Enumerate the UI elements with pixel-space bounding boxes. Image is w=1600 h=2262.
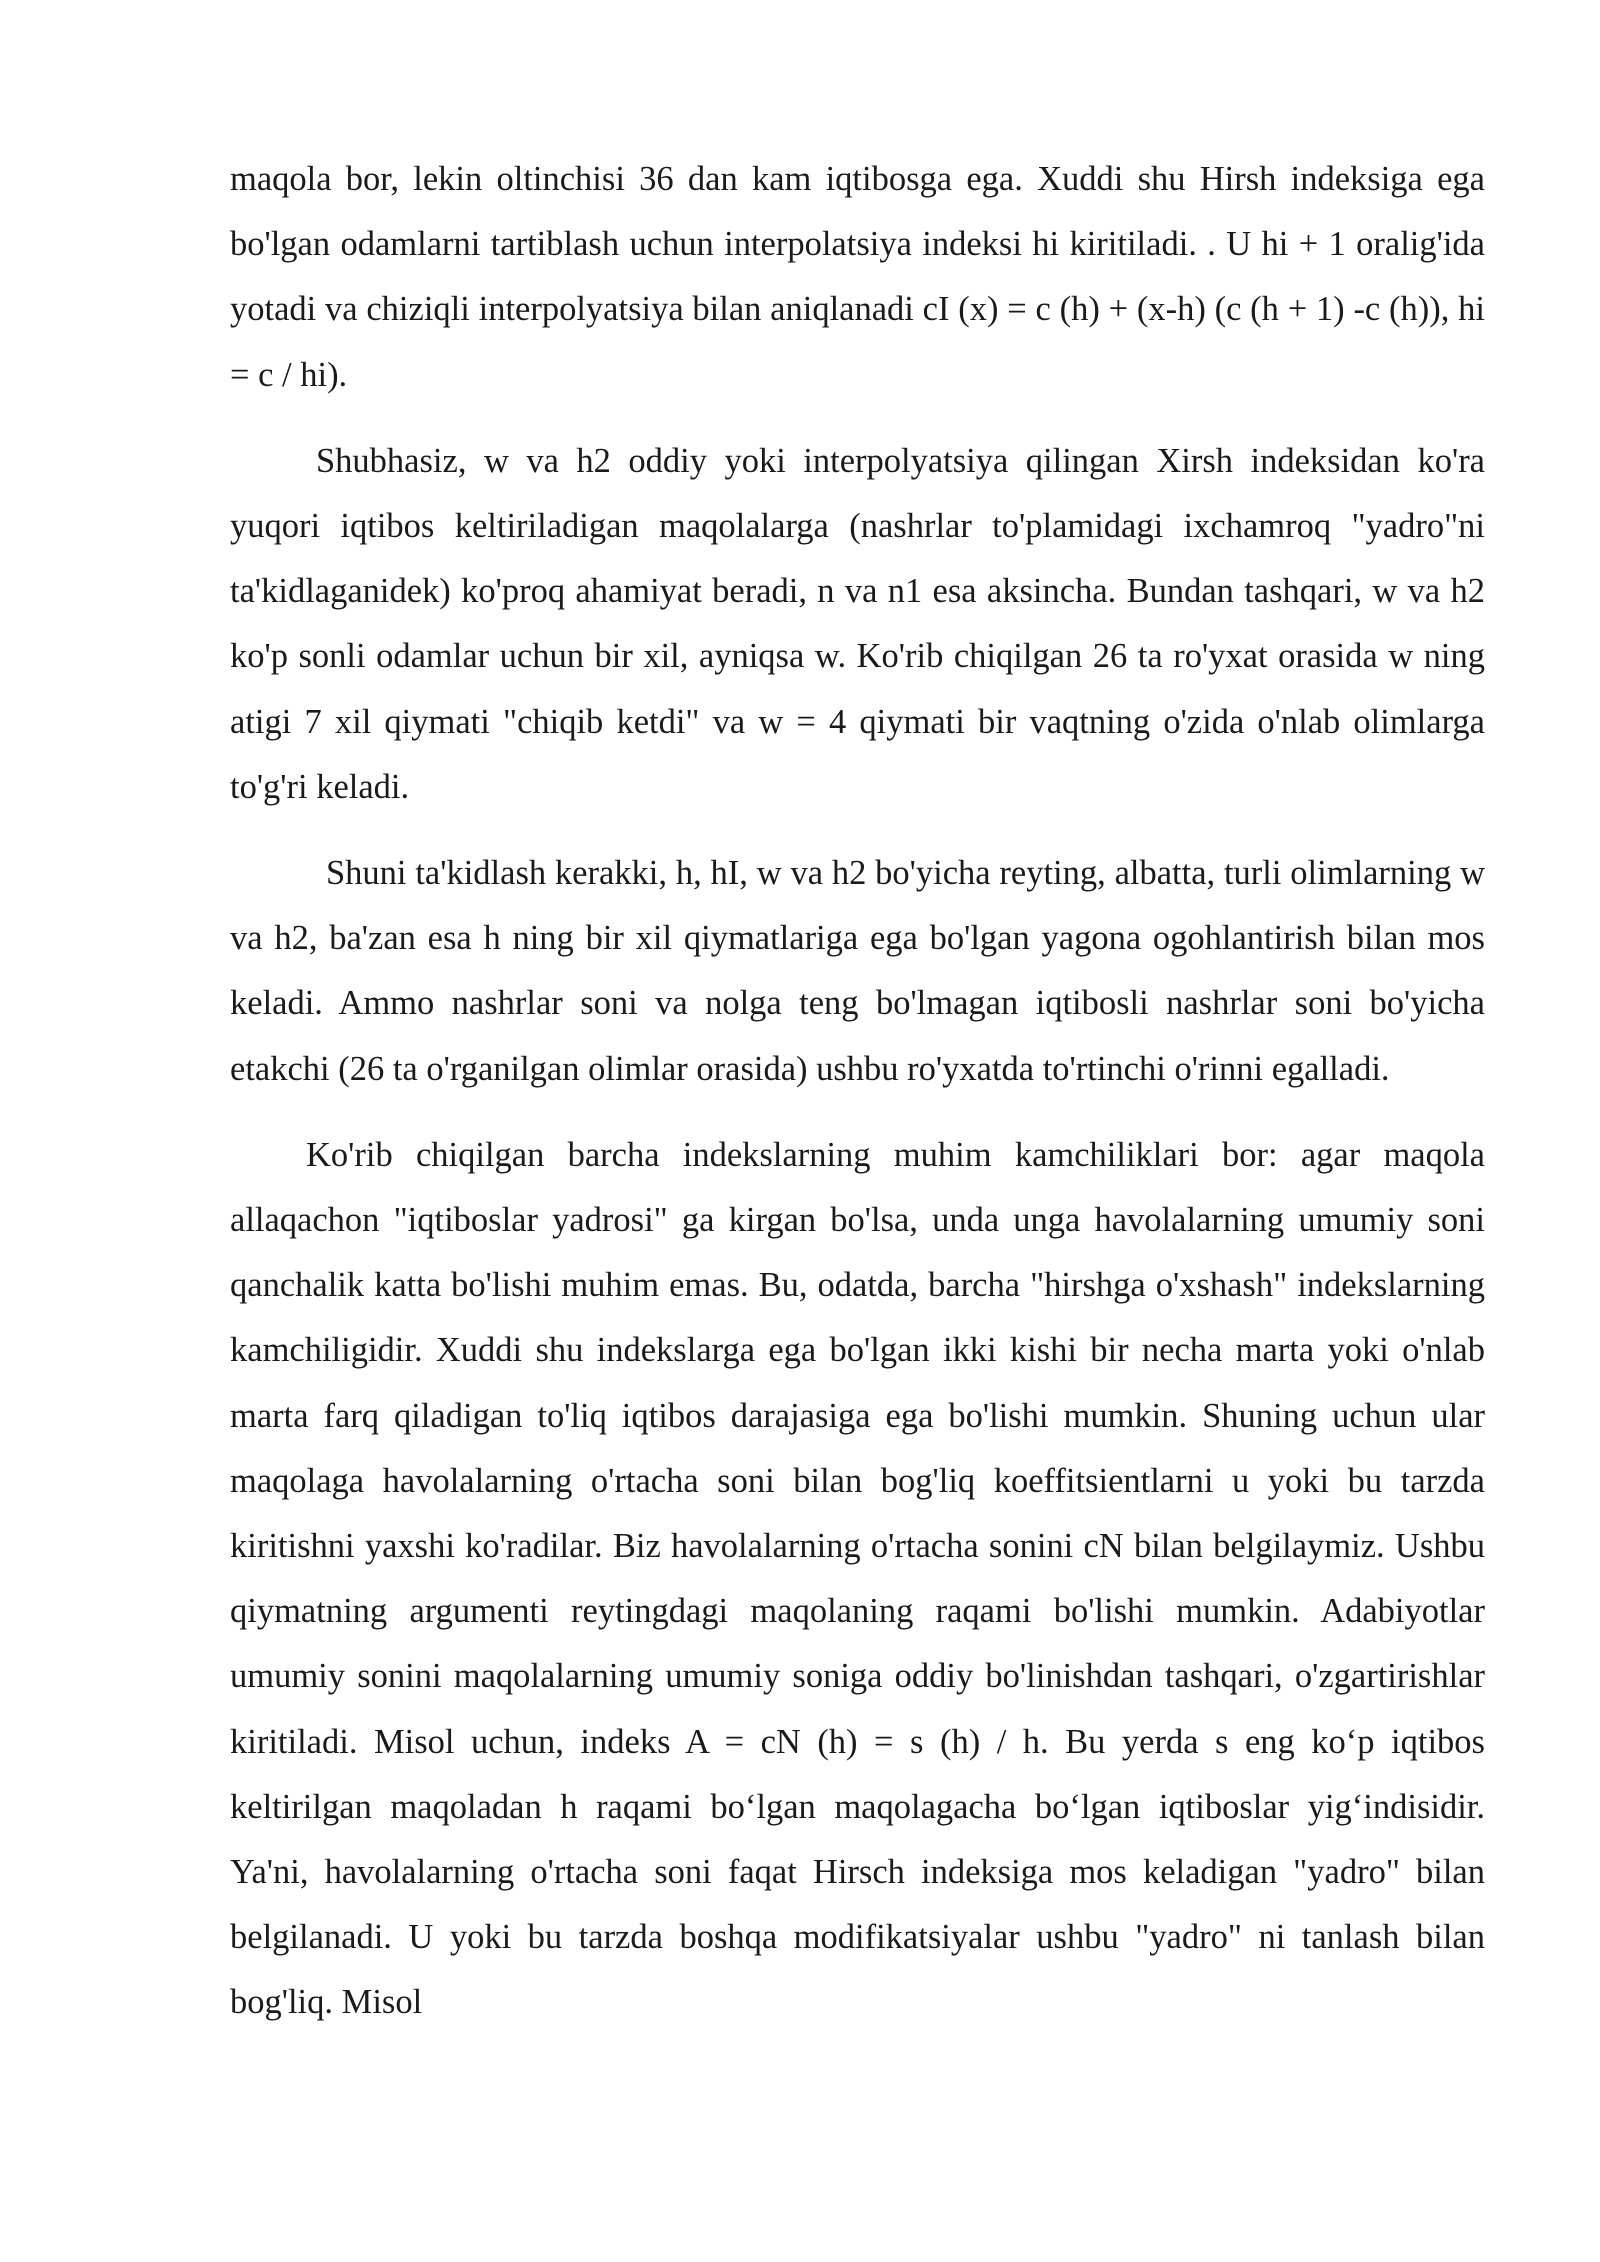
paragraph-1: maqola bor, lekin oltinchisi 36 dan kam iqtibosga ega. Xuddi shu Hirsh indeksiga ega bo'lgan odamlarni tartiblash uchun interpolatsiya indeksi hi kiritiladi. . U hi + 1 oralig'ida yotadi va chiziqli interpolyatsiya bilan aniqlanadi cI (x) = c (h) + (x-h) (c (h + 1) -c (h)), hi = c / hi). xyxy=(230,160,1485,394)
paragraph-2: Shubhasiz, w va h2 oddiy yoki interpolyatsiya qilingan Xirsh indeksidan ko'ra yuqori iqtibos keltiriladigan maqolalarga (nashrlar to'plamidagi ixchamroq "yadro"ni ta'kidlaganidek) ko'proq ahamiyat beradi, n va n1 esa aksincha. Bundan tashqari, w va h2 ko'p sonli odamlar uchun bir xil, ayniqsa w. Ko'rib chiqilgan 26 ta ro'yxat orasida w ning atigi 7 xil qiymati "chiqib ketdi" va w = 4 qiymati bir vaqtning o'zida o'nlab olimlarga to'g'ri keladi. xyxy=(230,441,1485,806)
paragraph-3: Shuni ta'kidlash kerakki, h, hI, w va h2 bo'yicha reyting, albatta, turli olimlarning w va h2, ba'zan esa h ning bir xil qiymatlariga ega bo'lgan yagona ogohlantirish bilan mos keladi. Ammo nashrlar soni va nolga teng bo'lmagan iqtibosli nashrlar soni bo'yicha etakchi (26 ta o'rganilgan olimlar orasida) ushbu ro'yxatda to'rtinchi o'rinni egalladi. xyxy=(230,854,1485,1088)
document-body xyxy=(230,147,1485,2036)
paragraph-4: Ko'rib chiqilgan barcha indekslarning muhim kamchiliklari bor: agar maqola allaqachon "iqtiboslar yadrosi" ga kirgan bo'lsa, unda unga havolalarning umumiy soni qanchalik katta bo'lishi muhim emas. Bu, odatda, barcha "hirshga o'xshash" indekslarning kamchiligidir. Xuddi shu indekslarga ega bo'lgan ikki kishi bir necha marta yoki o'nlab marta farq qiladigan to'liq iqtibos darajasiga ega bo'lishi mumkin. Shuning uchun ular maqolaga havolalarning o'rtacha soni bilan bog'liq koeffitsientlarni u yoki bu tarzda kiritishni yaxshi ko'radilar. Biz havolalarning o'rtacha sonini cN bilan belgilaymiz. Ushbu qiymatning argumenti reytingdagi maqolaning raqami bo'lishi mumkin. Adabiyotlar umumiy sonini maqolalarning umumiy soniga oddiy bo'linishdan tashqari, o'zgartirishlar kiritiladi. Misol uchun, indeks A = cN (h) = s (h) / h. Bu yerda s eng koʻp iqtibos keltirilgan maqoladan h raqami boʻlgan maqolagacha boʻlgan iqtiboslar yigʻindisidir. Ya'ni, havolalarning o'rtacha soni faqat Hirsch indeksiga mos keladigan "yadro" bilan belgilanadi. U yoki bu tarzda boshqa modifikatsiyalar ushbu "yadro" ni tanlash bilan bog'liq. Misol xyxy=(230,1135,1485,2022)
